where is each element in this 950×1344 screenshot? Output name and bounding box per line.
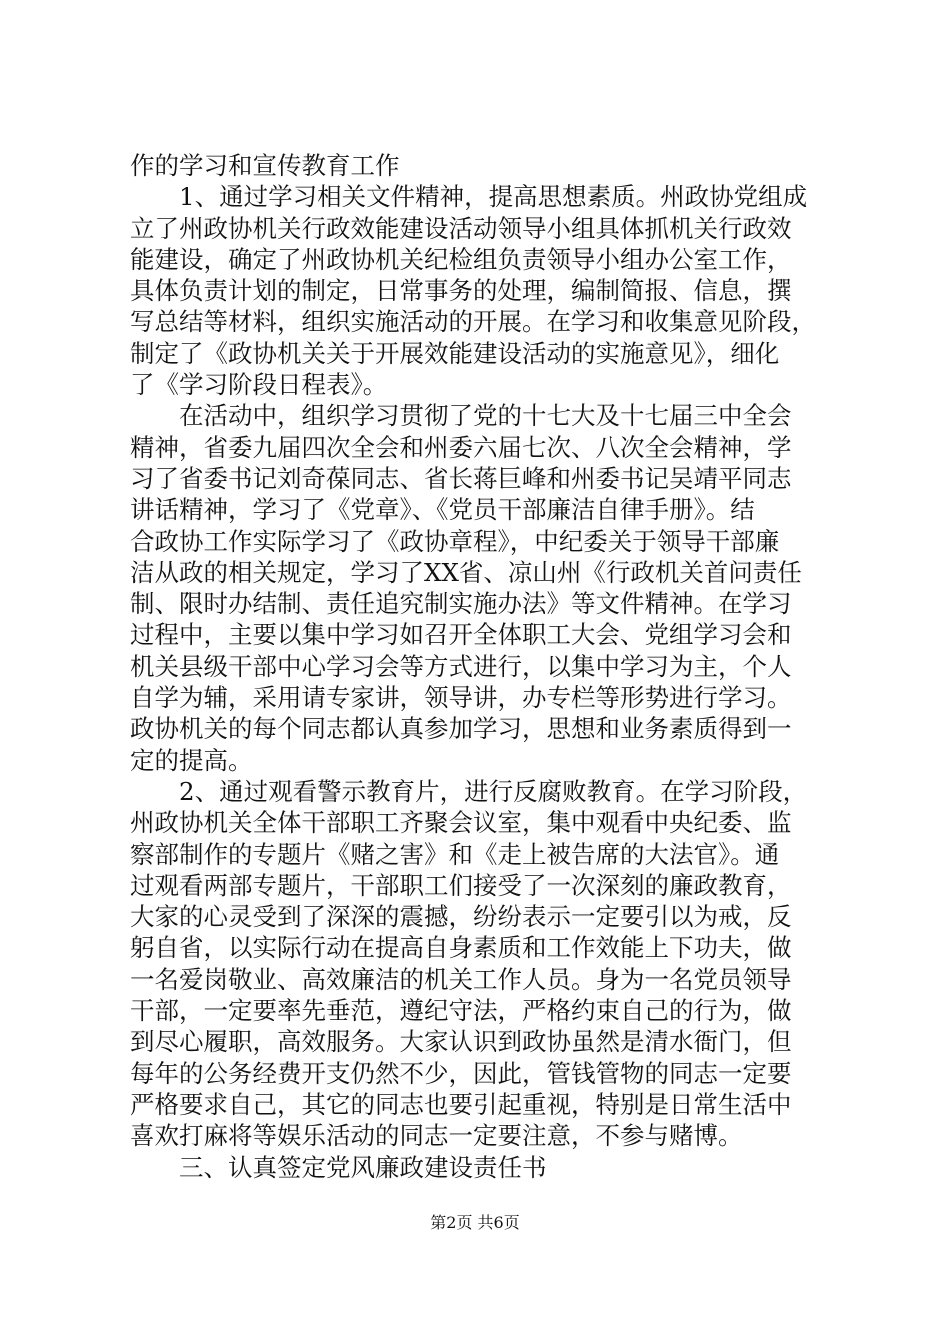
text-line: 能建设，确定了州政协机关纪检组负责领导小组办公室工作， (130, 244, 792, 274)
text-line: 喜欢打麻将等娱乐活动的同志一定要注意，不参与赌博。 (130, 1121, 743, 1151)
text-line: 讲话精神，学习了《党章》、《党员干部廉洁自律手册》。结 (130, 495, 755, 525)
text-line: 政协机关的每个同志都认真参加学习，思想和业务素质得到一 (130, 714, 792, 744)
text-line: 过程中，主要以集中学习如召开全体职工大会、党组学习会和 (130, 620, 792, 650)
text-line: 机关县级干部中心学习会等方式进行，以集中学习为主，个人 (130, 651, 792, 681)
text-line: 大家的心灵受到了深深的震撼，纷纷表示一定要引以为戒，反 (130, 902, 792, 932)
text-line: 具体负责计划的制定，日常事务的处理，编制简报、信息，撰 (130, 276, 792, 306)
text-line: 制定了《政协机关关于开展效能建设活动的实施意见》，细化 (130, 338, 780, 368)
text-line: 察部制作的专题片《赌之害》和《走上被告席的大法官》。通 (130, 839, 780, 869)
text-line: 制、限时办结制、责任追究制实施办法》等文件精神。在学习 (130, 589, 792, 619)
text-line: 自学为辅，采用请专家讲，领导讲，办专栏等形势进行学习。 (130, 683, 792, 713)
text-line: 躬自省，以实际行动在提高自身素质和工作效能上下功夫，做 (130, 933, 792, 963)
text-line: 干部，一定要率先垂范，遵纪守法，严格约束自己的行为，做 (130, 996, 792, 1026)
text-line: 过观看两部专题片，干部职工们接受了一次深刻的廉政教育， (130, 870, 792, 900)
text-line: 洁从政的相关规定，学习了XX省、凉山州《行政机关首问责任 (130, 557, 802, 587)
text-line: 州政协机关全体干部职工齐聚会议室，集中观看中央纪委、监 (130, 808, 792, 838)
document-body (130, 150, 836, 1183)
text-line: 每年的公务经费开支仍然不少，因此，管钱管物的同志一定要 (130, 1058, 792, 1088)
text-line: 一名爱岗敬业、高效廉洁的机关工作人员。身为一名党员领导 (130, 964, 792, 994)
text-line: 定的提高。 (130, 745, 253, 775)
text-line: 作的学习和宣传教育工作 (130, 151, 400, 180)
text-line: 精神，省委九届四次全会和州委六届七次、八次全会精神，学 (130, 432, 792, 462)
paragraph-start-line: 2、通过观看警示教育片，进行反腐败教育。在学习阶段， (179, 776, 808, 806)
text-line: 严格要求自己，其它的同志也要引起重视，特别是日常生活中 (130, 1089, 792, 1119)
text-line: 习了省委书记刘奇葆同志、省长蒋巨峰和州委书记吴靖平同志 (130, 463, 792, 493)
text-line: 合政协工作实际学习了《政协章程》，中纪委关于领导干部廉 (130, 526, 780, 556)
paragraph-start-line: 在活动中，组织学习贯彻了党的十七大及十七届三中全会 (179, 401, 792, 431)
paragraph-start-line: 1、通过学习相关文件精神，提高思想素质。州政协党组成 (179, 182, 808, 212)
section-heading: 三、认真签定党风廉政建设责任书 (179, 1152, 547, 1182)
page-number-footer: 第2页 共6页 (430, 1213, 520, 1232)
text-line: 立了州政协机关行政效能建设活动领导小组具体抓机关行政效 (130, 213, 792, 243)
text-line: 写总结等材料，组织实施活动的开展。在学习和收集意见阶段， (130, 307, 816, 337)
text-line: 了《学习阶段日程表》。 (130, 370, 388, 400)
text-line: 到尽心履职，高效服务。大家认识到政协虽然是清水衙门，但 (130, 1027, 792, 1057)
